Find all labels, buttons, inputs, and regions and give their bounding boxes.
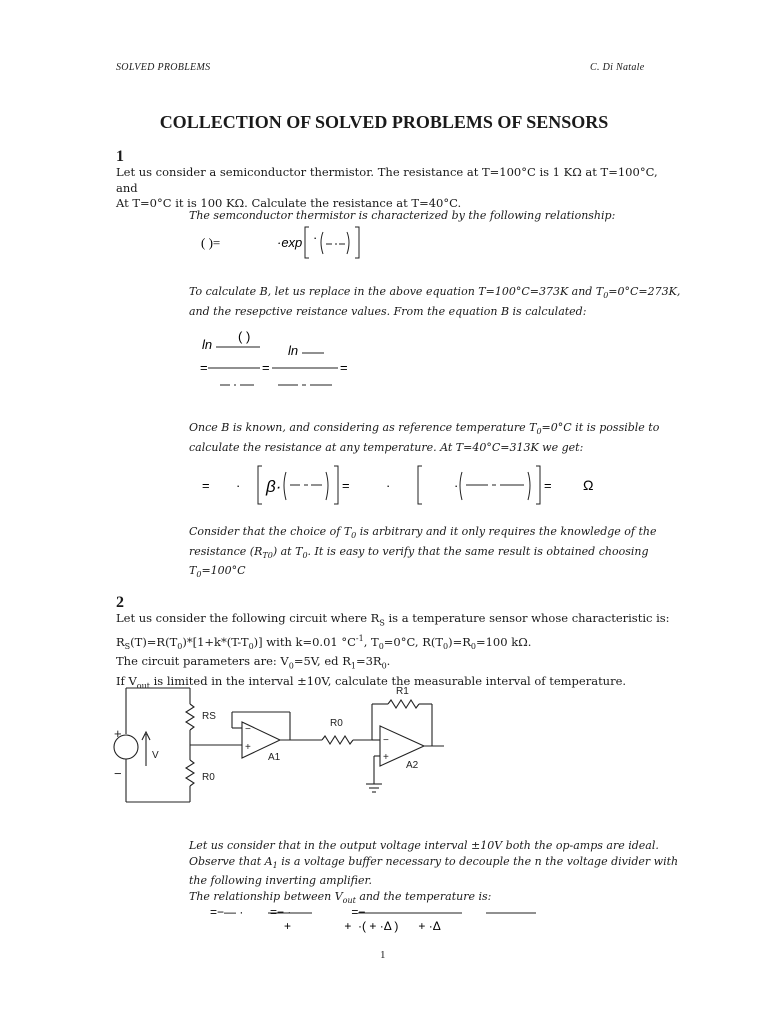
eq3-beta: β· (266, 477, 282, 496)
eq3-paren-2-right (528, 472, 530, 500)
sol3-line-2: calculate the resistance at any temperature. At T=40°C=313K we get: (189, 440, 584, 454)
eq3-dot-3: · (454, 478, 459, 493)
resistor-r0-icon (186, 760, 194, 786)
eq3-bracket-1-left (258, 466, 262, 504)
eq3-bracket-2-left (418, 466, 422, 504)
eq3-eq-2: = (342, 478, 350, 493)
label-a1: A1 (268, 752, 281, 763)
p2-sub-out: out (136, 681, 150, 691)
p2-line-3d: . (386, 654, 391, 669)
eq1-exp: ·exp (277, 235, 303, 250)
p2-line-1b: is a temperature sensor whose characteristic is: (384, 611, 670, 625)
eq2-ln-2: ln (288, 343, 299, 358)
p2-sol-line-2a: Observe that A (189, 854, 273, 868)
p2-sub-1: 1 (350, 661, 356, 671)
equation-4-svg (208, 900, 548, 936)
resistor-rs-icon (186, 704, 194, 730)
p2-line-2d: )] with k=0.01 °C (253, 634, 356, 649)
p2-line-1a: Let us consider the following circuit where R (116, 611, 380, 625)
eq3-paren-1-left (284, 472, 286, 500)
label-r0-series: R0 (330, 718, 343, 729)
p2-line-4b: is limited in the interval ±10V, calculate the measurable interval of temperature. (149, 674, 627, 689)
p2-sol-sub-out: out (342, 895, 356, 905)
eq1-lhs: ( )= (201, 235, 221, 250)
equation-1-svg (195, 222, 375, 262)
a1-minus-sign: − (245, 724, 251, 735)
equation-3-svg (198, 460, 618, 510)
p2-line-2h: =100 kΩ. (475, 634, 532, 649)
p2-sol-line-4a: The relationship between V (189, 889, 343, 903)
a1-plus-sign: + (245, 742, 251, 753)
eq2-eq-2: = (262, 360, 270, 375)
eq2-ln-1: ln (202, 337, 213, 352)
eq2-eq-1: = (200, 360, 208, 375)
p2-line-3c: =3R (355, 654, 382, 669)
sol4-line-2c: . It is easy to verify that the same result is obtained choosing (307, 544, 649, 558)
eq1-dot: · (313, 230, 318, 245)
sub-zero-2: 0 (536, 427, 542, 437)
p2-line-2f: =0°C, R(T (383, 634, 444, 649)
label-v: V (152, 750, 159, 761)
p2-line-2g: )=R (448, 634, 471, 649)
problem-1-solution-step-b (189, 284, 709, 319)
eq1-paren-left (321, 232, 323, 254)
problem-1-solution-intro: The semconductor thermistor is characterized by the following relationship: (189, 209, 616, 222)
sol2-line-1b: =0°C=273K, (608, 285, 681, 298)
p2-sub-0-f: 0 (288, 661, 294, 671)
sol4-line-1b: is arbitrary and it only requires the knowledge of the (356, 525, 657, 538)
sol4-line-1a: Consider that the choice of T (189, 525, 352, 538)
eq3-bracket-1-right (334, 466, 338, 504)
p2-sub-s: S (379, 618, 385, 628)
label-a2: A2 (406, 760, 419, 771)
problem-1-statement-line-1: Let us consider a semiconductor thermistor. The resistance at T=100°C is 1 KΩ at T=100°C, and (116, 165, 658, 195)
problem-1-statement (116, 165, 676, 212)
sub-zero: 0 (603, 291, 609, 301)
sol2-line-2: and the resepctive reistance values. From the equation B is calculated: (189, 304, 587, 318)
problem-1-statement-line-2: At T=0°C it is 100 KΩ. Calculate the resistance at T=40°C. (116, 196, 462, 210)
circuit-diagram (112, 682, 452, 812)
label-r1: R1 (396, 686, 409, 697)
a2-plus-sign: + (383, 752, 389, 763)
problem-1-solution-remark: Consider that the choice of $T_0$ is arbitrary and it only requires the knowledge of the resistance $(R_{T0})$ at $T_0$. It is easy to verify that the same result is obtained choosing $T_0=100^\circ C$ (189, 525, 657, 580)
eq3-dot-2: · (386, 478, 391, 493)
p2-sub-0-e: 0 (470, 641, 476, 651)
sub-t0: T0 (262, 550, 273, 560)
label-source-plus: + (114, 726, 122, 741)
p2-sub-s-2: S (124, 641, 131, 651)
eq2-eq-3: = (340, 360, 348, 375)
p2-sub-0-g: 0 (381, 661, 387, 671)
label-r0-left: R0 (202, 772, 215, 783)
a2-minus-sign: − (383, 735, 389, 746)
running-header-left: SOLVED PROBLEMS (116, 62, 211, 73)
eq3-paren-1-right (326, 472, 328, 500)
p2-sol-line-3: the following inverting amplifier. (189, 874, 373, 888)
p2-sol-sub-1: 1 (272, 860, 278, 870)
eq2-paren: ( ) (238, 329, 251, 344)
eq3-omega: Ω (583, 477, 594, 493)
p2-line-4a: If V (116, 674, 137, 689)
p2-line-2c: )*[1+k*(T-T (182, 634, 249, 649)
equation-thermistor-relation (195, 222, 375, 262)
running-header-right: C. Di Natale (590, 62, 645, 73)
p2-sol-line-4b: and the temperature is: (355, 889, 492, 903)
label-rs: RS (202, 711, 216, 722)
sol2-line-1a: To calculate B, let us replace in the above equation T=100°C=373K and T (189, 285, 604, 298)
resistor-r0-series-icon (322, 736, 353, 744)
p2-line-3a: The circuit parameters are: V (116, 654, 289, 669)
sol4-line-3: =100°C (201, 564, 246, 578)
p2-sol-line-1: Let us consider that in the output voltage interval ±10V both the op-amps are ideal. (189, 839, 659, 852)
sol3-line-1b: =0°C it is possible to (541, 421, 660, 434)
label-source-minus: − (114, 766, 122, 781)
p2-line-3b: =5V, ed R (293, 654, 351, 669)
p2-line-2b: (T)=R(T (130, 634, 178, 649)
p2-sup-minus1: -1 (355, 633, 364, 643)
p2-sub-0-a: 0 (177, 641, 183, 651)
sol4-line-2a: resistance (R (189, 544, 263, 558)
sub-zero-4: 0 (302, 550, 308, 560)
equation-r-at-40 (198, 460, 618, 510)
eq3-eq-3: = (544, 478, 552, 493)
sol4-line-2b: ) at T (272, 544, 303, 558)
page-number: 1 (380, 949, 386, 961)
eq3-paren-2-left (460, 472, 462, 500)
eq1-bracket-left (305, 227, 309, 258)
sol3-line-1a: Once B is known, and considering as reference temperature T (189, 421, 537, 434)
p2-sol-line-2b: is a voltage buffer necessary to decouple the n the voltage divider with (277, 854, 679, 868)
resistor-r1-icon (388, 700, 419, 708)
document-title: COLLECTION OF SOLVED PROBLEMS OF SENSORS (159, 112, 609, 132)
p2-sub-0-b: 0 (248, 641, 254, 651)
sub-zero-3: 0 (351, 531, 357, 541)
eq3-dot-1: · (236, 478, 241, 493)
sub-zero-5: 0 (196, 570, 202, 580)
equation-b-derivation (198, 325, 358, 390)
equation-vout-temperature (208, 900, 548, 936)
problem-2-number: 2 (116, 594, 124, 611)
eq3-bracket-2-right (536, 466, 540, 504)
eq3-eq-1: = (202, 478, 210, 493)
problem-1-number: 1 (116, 148, 124, 165)
p2-line-2a: R (116, 634, 125, 649)
p2-line-2e: , T (363, 634, 379, 649)
circuit-svg (112, 682, 452, 812)
eq4-top-row: =−— · =− · =− (210, 905, 366, 919)
problem-1-solution-step-r (189, 420, 709, 455)
problem-2-solution (189, 838, 729, 908)
eq4-bottom-row: + + ·( + ·Δ ) + ·Δ (284, 919, 441, 933)
eq1-paren-right (347, 232, 349, 254)
eq1-bracket-right (355, 227, 359, 258)
equation-2-svg (198, 325, 358, 390)
p2-sub-0-d: 0 (443, 641, 449, 651)
p2-sub-0-c: 0 (378, 641, 384, 651)
